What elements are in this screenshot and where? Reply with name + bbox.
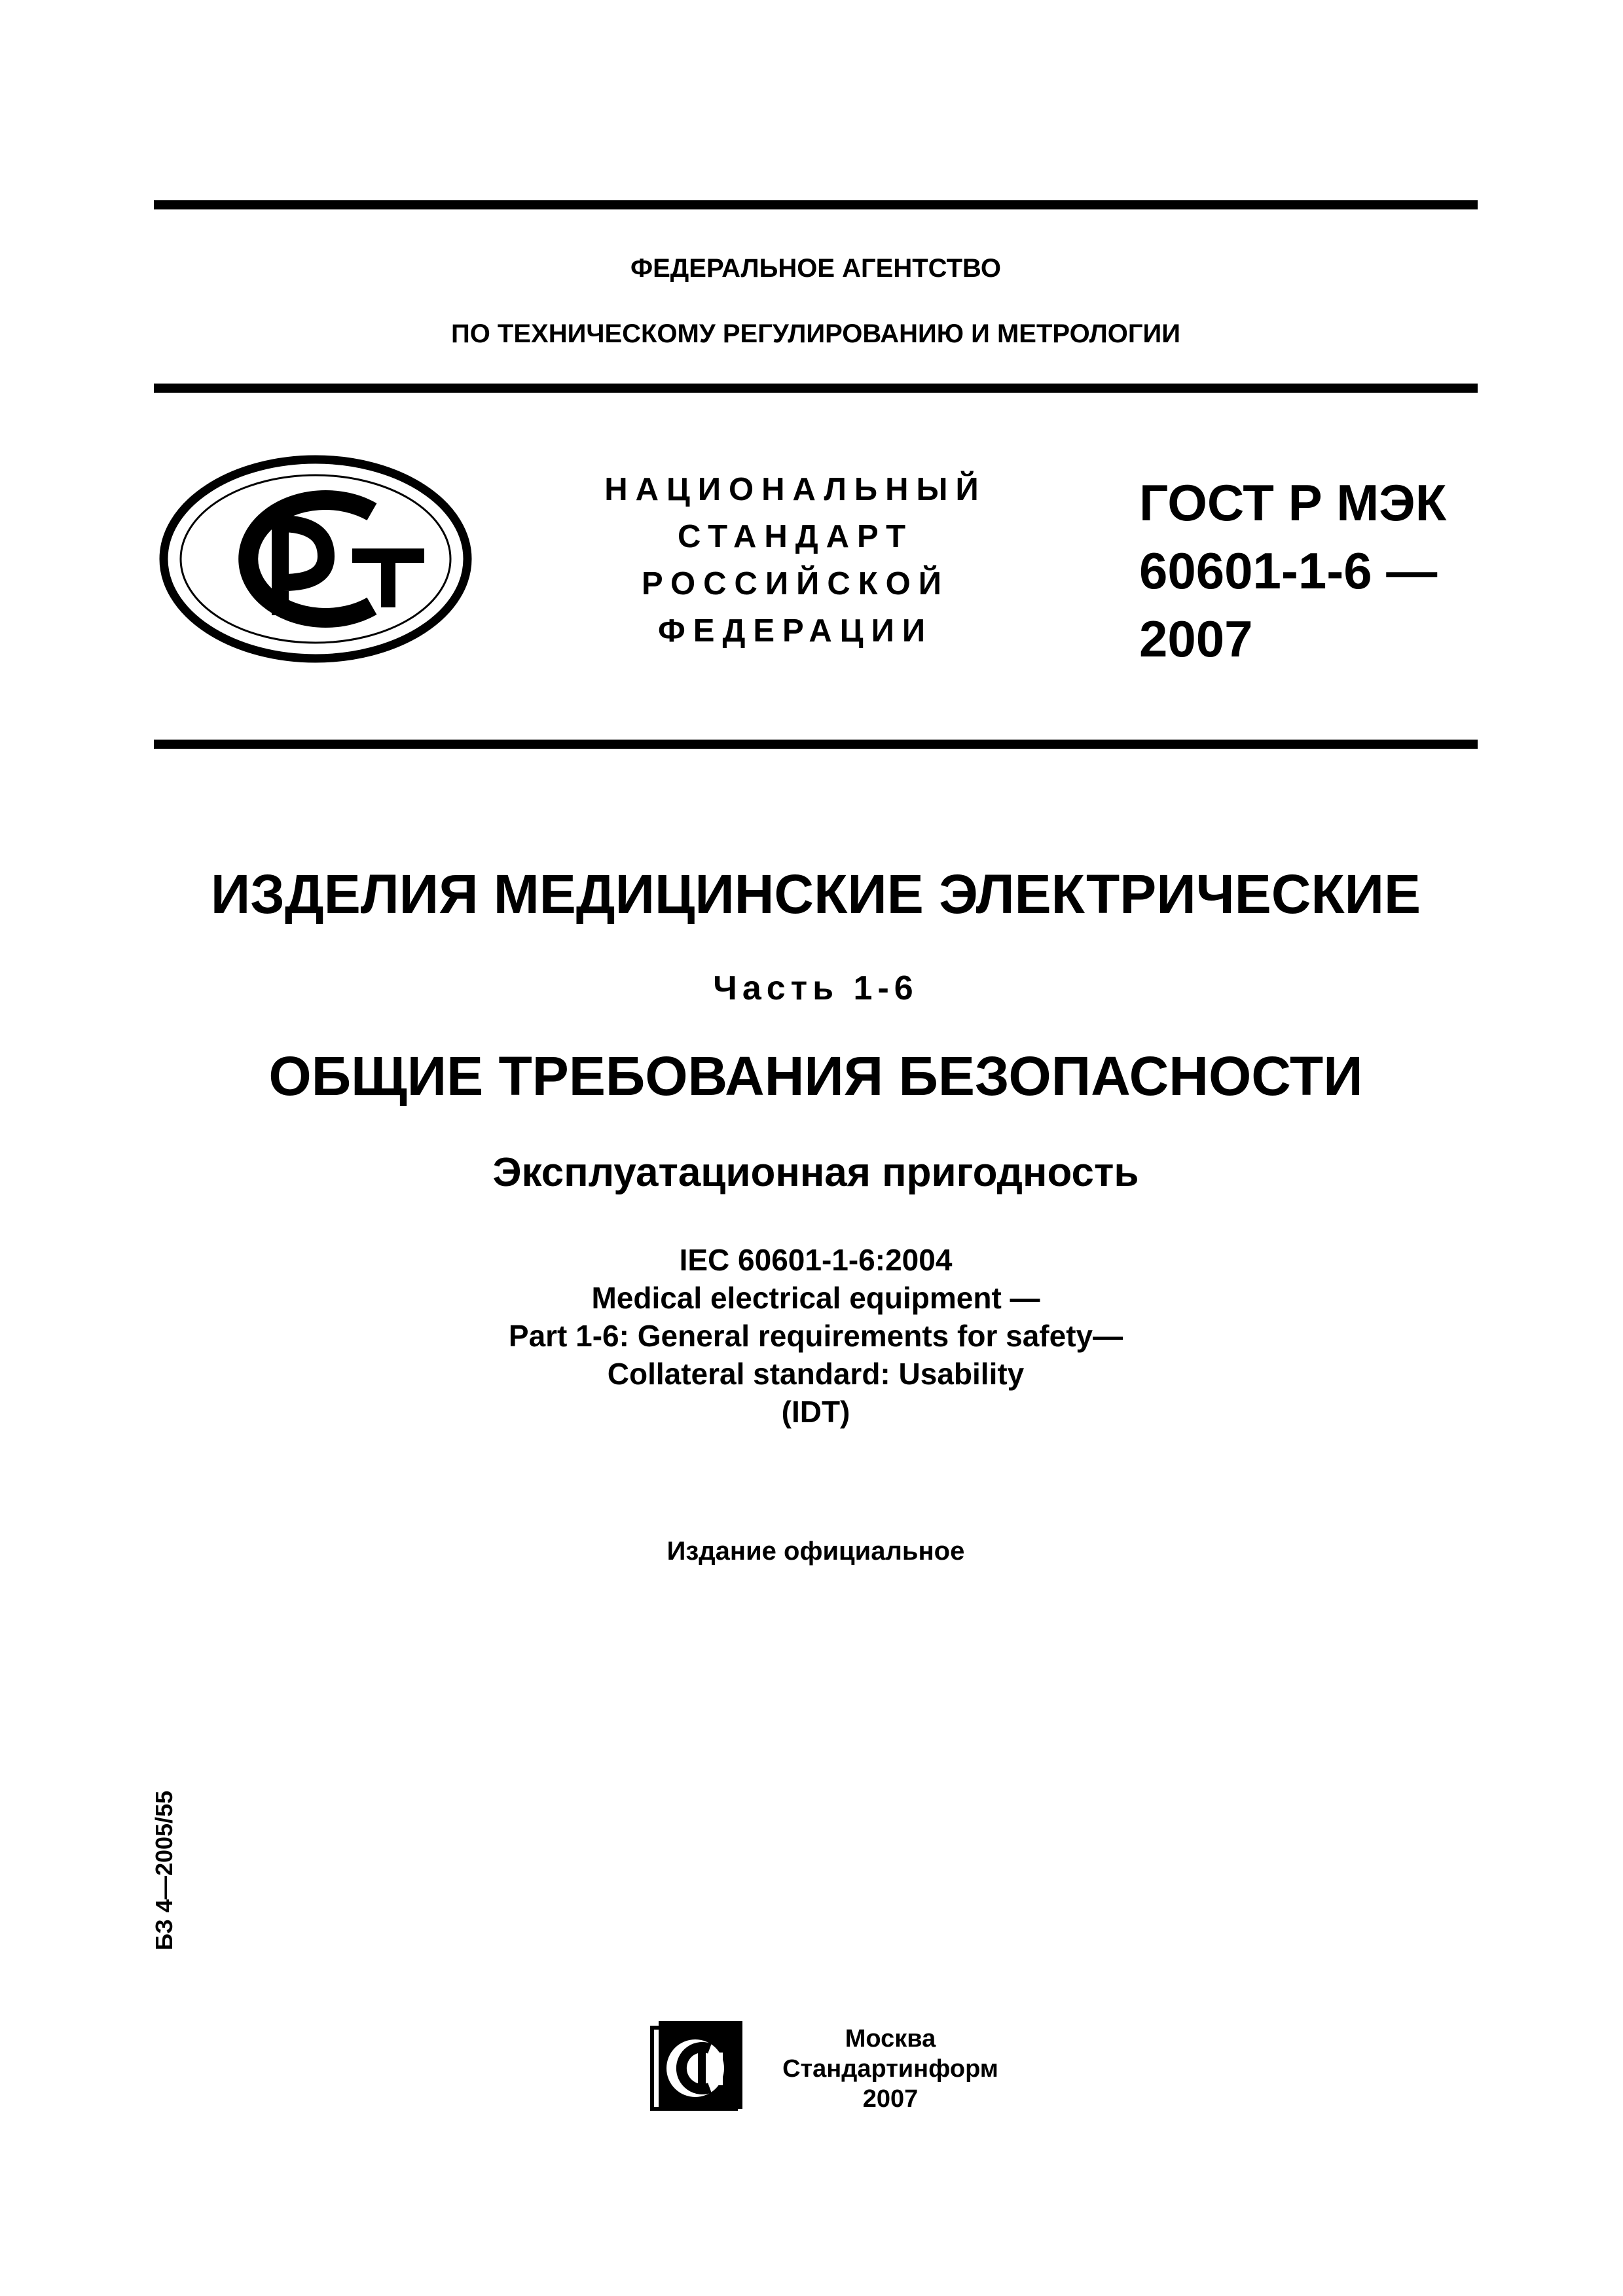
iec-line-2: Medical electrical equipment — (591, 1281, 1040, 1315)
publisher-year: 2007 (862, 2085, 919, 2113)
agency-line-2: ПО ТЕХНИЧЕСКОМУ РЕГУЛИРОВАНИЮ И МЕТРОЛОГИИ (450, 319, 1181, 348)
natstd-line-4: ФЕДЕРАЦИИ (657, 613, 934, 649)
natstd-line-1: НАЦИОНАЛЬНЫЙ (604, 472, 987, 507)
publisher-block (773, 2024, 1008, 2114)
document-title: ИЗДЕЛИЯ МЕДИЦИНСКИЕ ЭЛЕКТРИЧЕСКИЕ (210, 863, 1421, 925)
iec-reference (154, 1241, 1478, 1431)
iec-line-4: Collateral standard: Usability (607, 1357, 1025, 1391)
document-subsubtitle: Эксплуатационная пригодность (492, 1150, 1139, 1195)
edition-label: Издание официальное (666, 1537, 965, 1566)
logo-text: РСТ (316, 566, 317, 567)
document-subtitle: ОБЩИЕ ТРЕБОВАНИЯ БЕЗОПАСНОСТИ (268, 1045, 1363, 1107)
top-rule (154, 200, 1478, 209)
gost-line-1: ГОСТ Р МЭК (1139, 474, 1447, 531)
publisher-city: Москва (845, 2025, 936, 2053)
agency-rule (154, 384, 1478, 393)
publisher-name: Стандартинформ (782, 2055, 998, 2083)
standartinform-logo-icon (649, 2016, 748, 2114)
header-rule (154, 740, 1478, 749)
iec-line-1: IEC 60601-1-6:2004 (679, 1243, 953, 1277)
gost-line-3: 2007 (1139, 610, 1253, 668)
document-part: Часть 1-6 (713, 969, 919, 1007)
rst-logo-icon (156, 452, 475, 666)
agency-line-1: ФЕДЕРАЛЬНОЕ АГЕНТСТВО (630, 254, 1002, 283)
bz-code: БЗ 4—2005/55 (151, 1790, 177, 1950)
national-standard-block (560, 466, 1031, 655)
iec-line-5: (IDT) (781, 1395, 850, 1429)
natstd-line-3: РОССИЙСКОЙ (642, 566, 949, 601)
iec-line-3: Part 1-6: General requirements for safety— (508, 1319, 1123, 1353)
natstd-line-2: СТАНДАРТ (677, 519, 914, 554)
gost-line-2: 60601-1-6 — (1139, 542, 1438, 600)
gost-designation (1139, 469, 1446, 673)
